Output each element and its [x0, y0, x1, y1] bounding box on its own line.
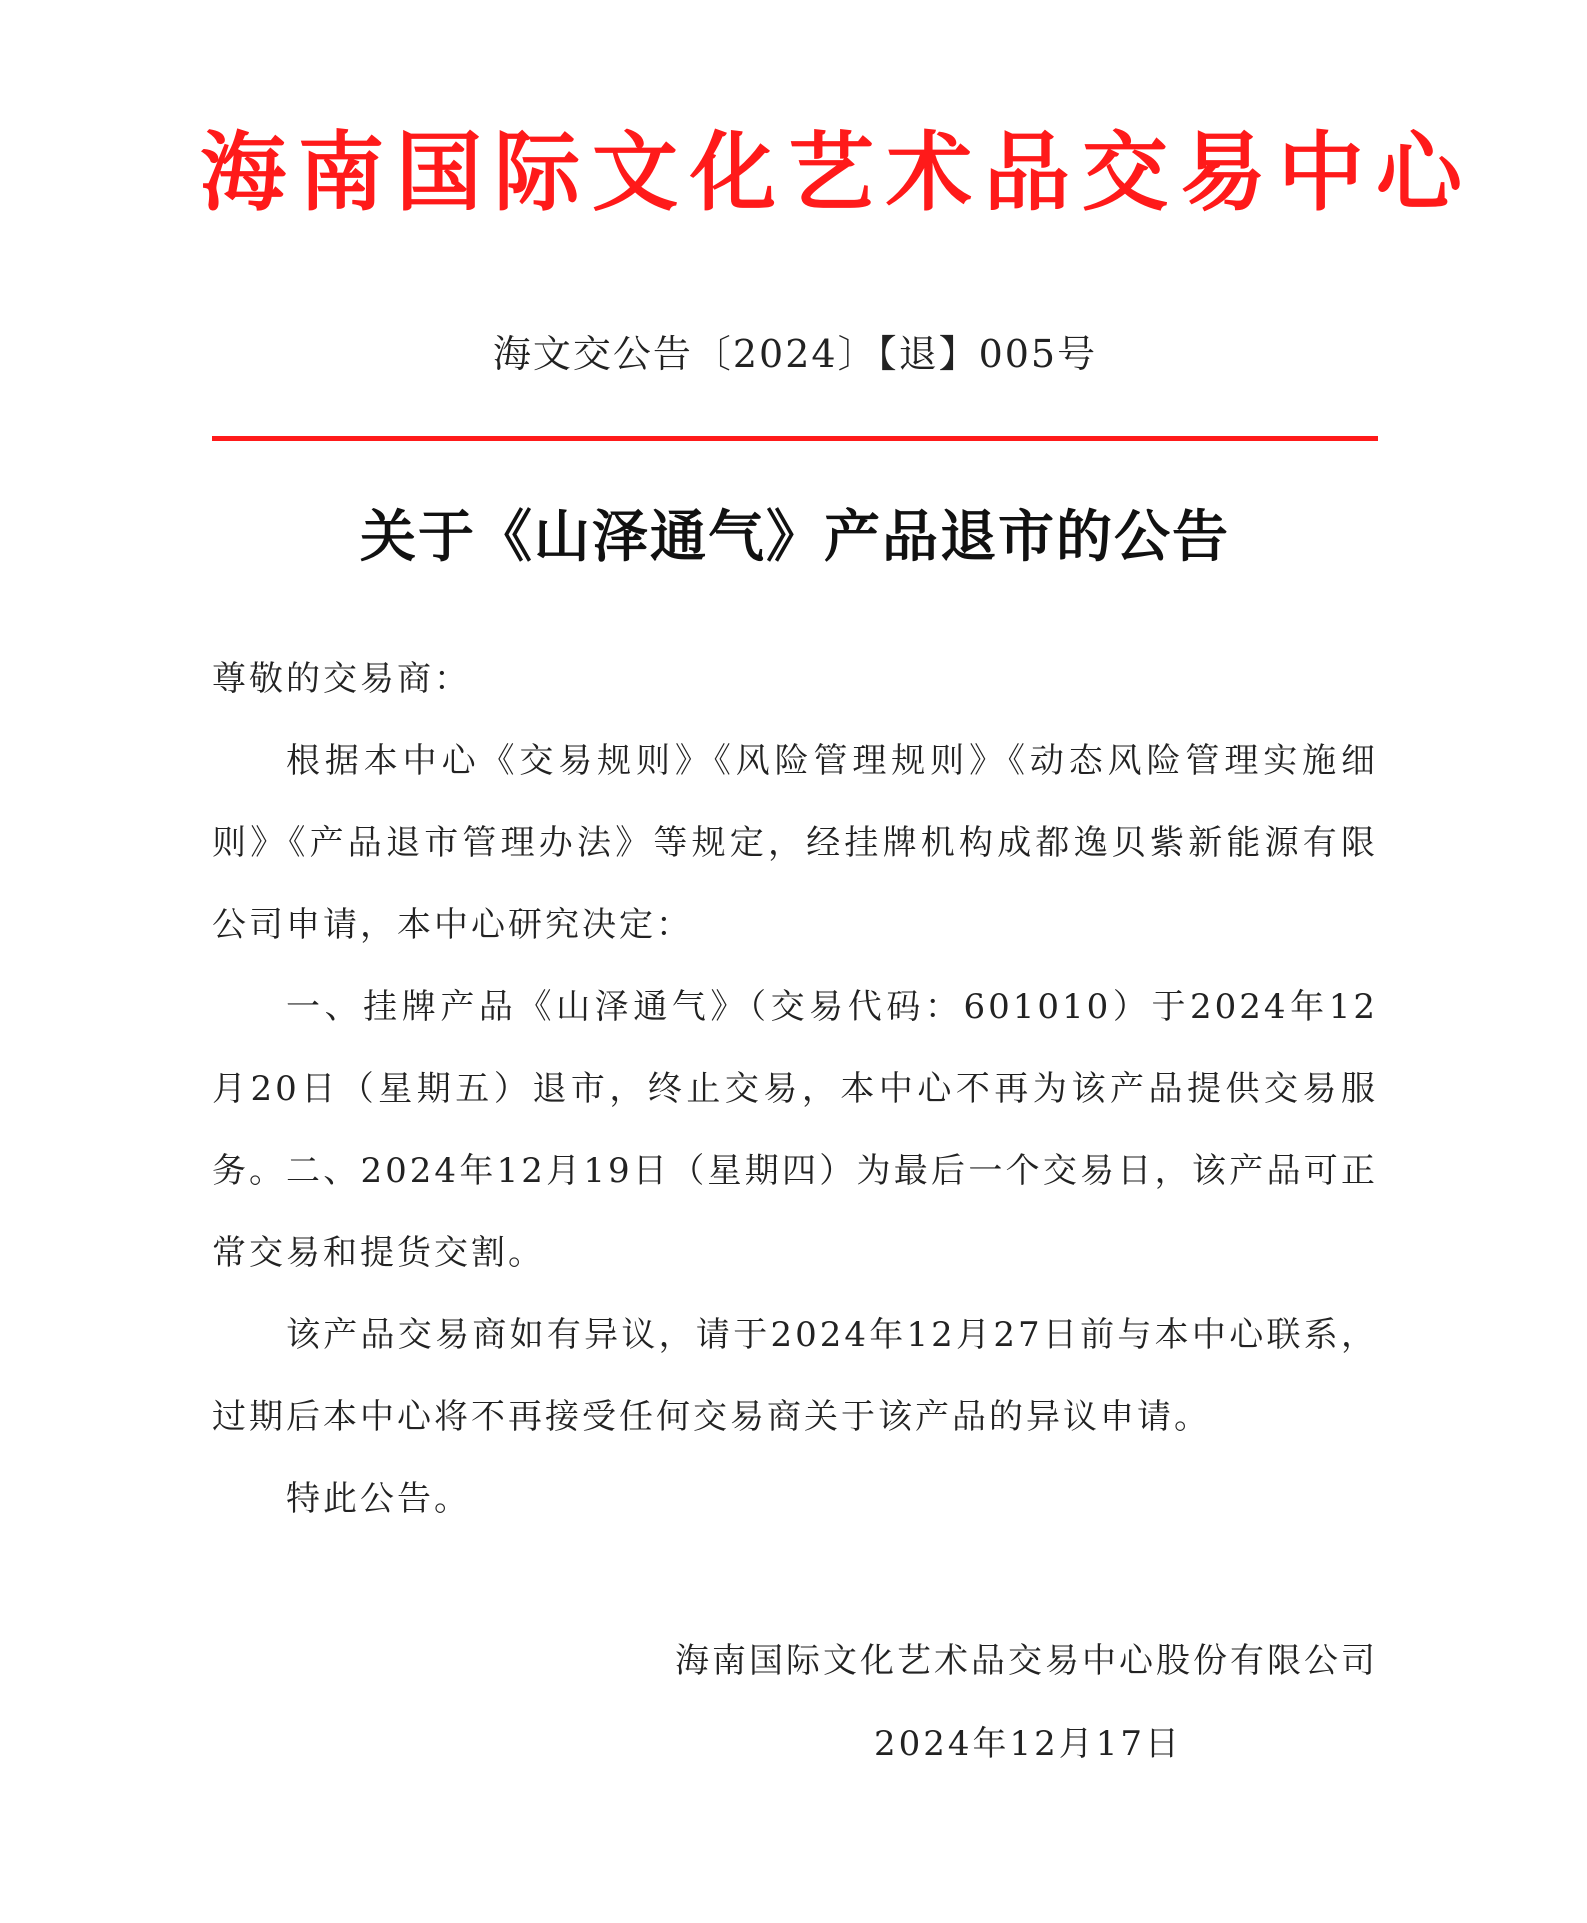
document-number: 海文交公告〔2024〕【退】005号	[492, 332, 1098, 376]
paragraph-basis: 根据本中心《交易规则》《风险管理规则》《动态风险管理实施细则》《产品退市管理办法》等规定，经挂牌机构成都逸贝紫新能源有限公司申请，本中心研究决定：	[212, 741, 1378, 945]
paragraph-closing: 特此公告。	[286, 1479, 471, 1519]
org-masthead: 海南国际文化艺术品交易中心	[200, 123, 1474, 223]
signature-date: 2024年12月17日	[873, 1724, 1182, 1764]
paragraph-delisting-date: 一、挂牌产品《山泽通气》（交易代码：601010）于2024年12月20日（星期五）退市，终止交易，本中心不再为该产品提供交易服务。	[212, 987, 1378, 1191]
signature-organization: 海南国际文化艺术品交易中心股份有限公司	[675, 1641, 1378, 1681]
red-divider	[212, 436, 1378, 441]
paragraph-last-trading-day: 二、2024年12月19日（星期四）为最后一个交易日，该产品可正常交易和提货交割。	[212, 1151, 1378, 1273]
notice-title: 关于《山泽通气》产品退市的公告	[360, 505, 1230, 570]
salutation: 尊敬的交易商：	[212, 659, 471, 699]
paragraph-objection: 该产品交易商如有异议，请于2024年12月27日前与本中心联系，过期后本中心将不再接受任何交易商关于该产品的异议申请。	[212, 1315, 1378, 1437]
